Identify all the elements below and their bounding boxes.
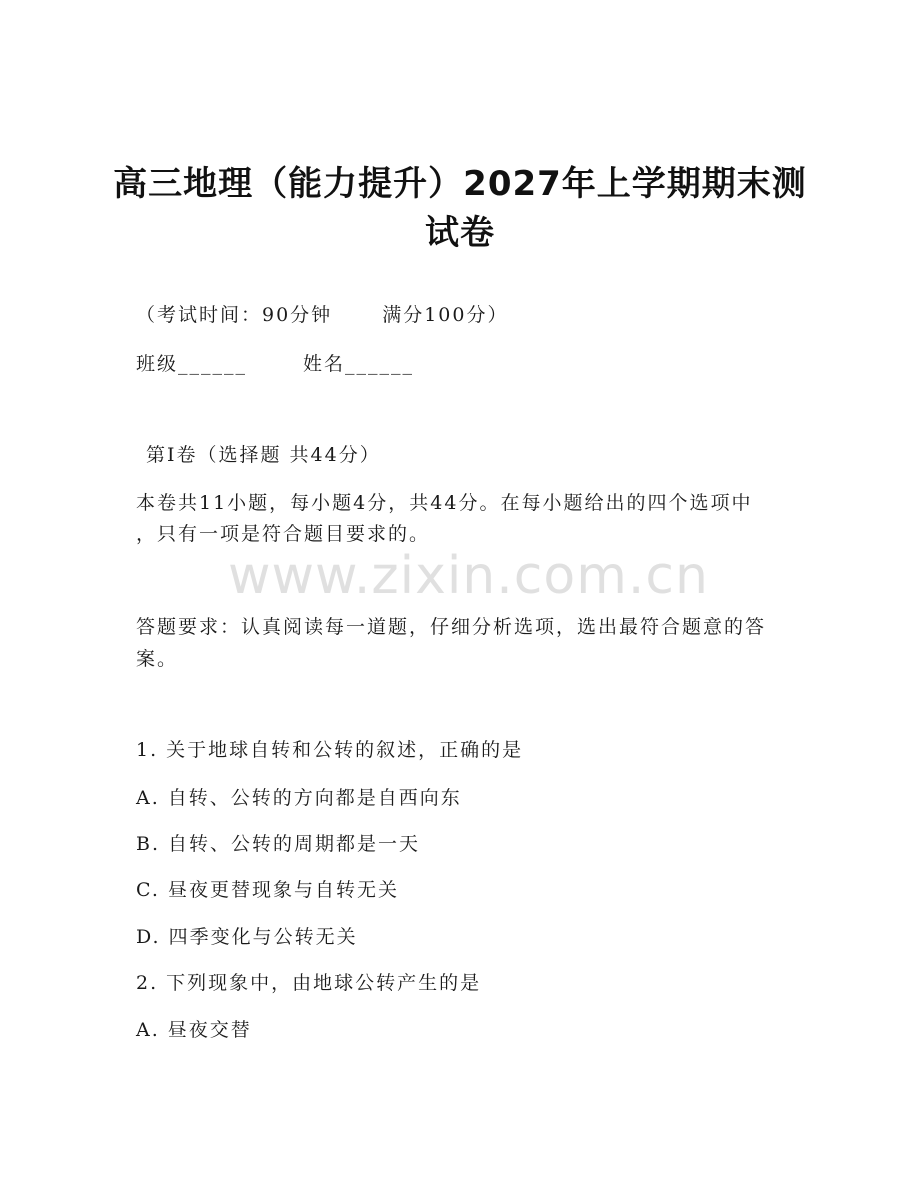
class-field: 班级______ [136, 353, 248, 375]
exam-time: （考试时间：90分钟 [136, 304, 333, 326]
document-title-line2: 试卷 [425, 213, 495, 253]
watermark: www.zixin.com.cn [228, 546, 709, 606]
instructions-line2: ，只有一项是符合题目要求的。 [136, 523, 431, 545]
document-title-line1: 高三地理（能力提升）2027年上学期期末测 [113, 164, 807, 204]
question-1-option-d: D. 四季变化与公转无关 [136, 926, 358, 948]
exam-score: 满分100分） [382, 304, 509, 326]
student-fields [136, 349, 414, 376]
question-1-option-b: B. 自转、公转的周期都是一天 [136, 833, 421, 855]
instructions-line1: 本卷共11小题，每小题4分，共44分。在每小题给出的四个选项中 [136, 492, 753, 514]
question-2-stem: 2. 下列现象中，由地球公转产生的是 [136, 972, 482, 994]
requirement-line1: 答题要求：认真阅读每一道题，仔细分析选项，选出最符合题意的答 [136, 616, 767, 638]
requirement-line2: 案。 [136, 648, 179, 670]
question-1-stem: 1. 关于地球自转和公转的叙述，正确的是 [136, 739, 524, 761]
question-2-option-a: A. 昼夜交替 [136, 1019, 252, 1041]
question-1-option-a: A. 自转、公转的方向都是自西向东 [136, 787, 462, 809]
question-1-option-c: C. 昼夜更替现象与自转无关 [136, 879, 399, 901]
section-title: 第I卷（选择题 共44分） [146, 444, 381, 466]
exam-info [136, 300, 508, 327]
name-field: 姓名______ [303, 353, 415, 375]
